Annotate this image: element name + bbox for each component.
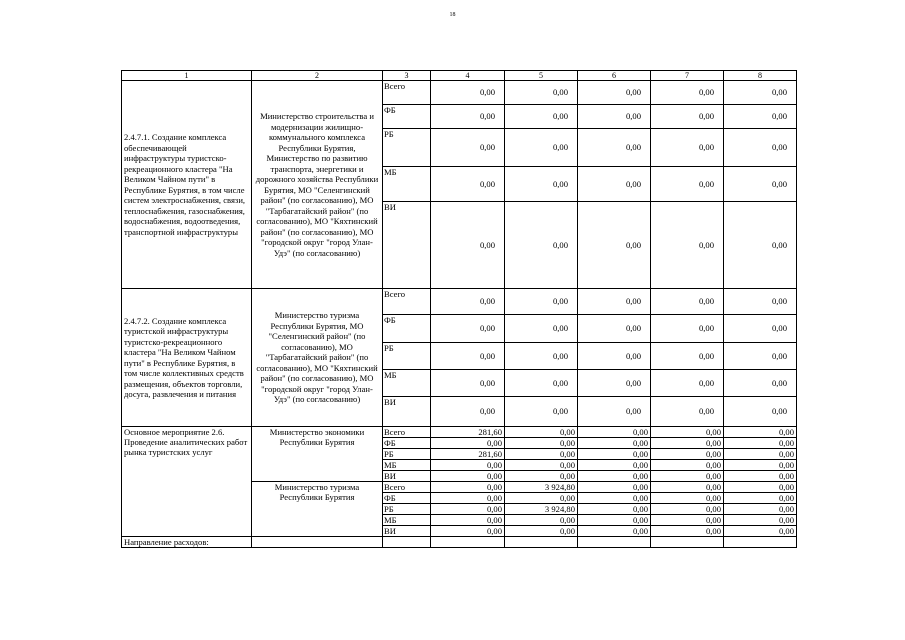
column-header: 3 bbox=[383, 71, 431, 81]
value-cell: 0,00 bbox=[651, 493, 724, 504]
value-cell: 0,00 bbox=[431, 482, 505, 493]
value-cell: 0,00 bbox=[651, 482, 724, 493]
value-cell: 3 924,80 bbox=[505, 504, 578, 515]
funding-source: РБ bbox=[383, 129, 431, 167]
value-cell: 0,00 bbox=[578, 167, 651, 202]
column-header: 1 bbox=[122, 71, 252, 81]
value-cell: 0,00 bbox=[724, 81, 797, 105]
value-cell: 0,00 bbox=[431, 129, 505, 167]
value-cell: 0,00 bbox=[505, 105, 578, 129]
value-cell: 0,00 bbox=[724, 289, 797, 315]
value-cell: 0,00 bbox=[651, 471, 724, 482]
value-cell: 0,00 bbox=[431, 493, 505, 504]
value-cell: 0,00 bbox=[431, 370, 505, 397]
value-cell: 0,00 bbox=[578, 105, 651, 129]
value-cell: 0,00 bbox=[651, 315, 724, 343]
column-header: 4 bbox=[431, 71, 505, 81]
value-cell: 0,00 bbox=[651, 289, 724, 315]
value-cell: 0,00 bbox=[578, 202, 651, 289]
column-header: 7 bbox=[651, 71, 724, 81]
value-cell: 0,00 bbox=[578, 129, 651, 167]
funding-source: МБ bbox=[383, 515, 431, 526]
value-cell: 0,00 bbox=[505, 289, 578, 315]
empty-cell bbox=[651, 537, 724, 548]
value-cell: 3 924,80 bbox=[505, 482, 578, 493]
value-cell: 0,00 bbox=[724, 343, 797, 370]
value-cell: 0,00 bbox=[578, 289, 651, 315]
table-row bbox=[122, 289, 797, 315]
empty-cell bbox=[383, 537, 431, 548]
value-cell: 0,00 bbox=[505, 460, 578, 471]
value-cell: 0,00 bbox=[431, 471, 505, 482]
value-cell: 0,00 bbox=[724, 167, 797, 202]
value-cell: 0,00 bbox=[651, 460, 724, 471]
value-cell: 0,00 bbox=[578, 397, 651, 427]
value-cell: 0,00 bbox=[505, 471, 578, 482]
value-cell: 0,00 bbox=[724, 129, 797, 167]
column-header: 2 bbox=[252, 71, 383, 81]
value-cell: 0,00 bbox=[724, 397, 797, 427]
value-cell: 0,00 bbox=[651, 129, 724, 167]
funding-source: МБ bbox=[383, 460, 431, 471]
value-cell: 0,00 bbox=[724, 526, 797, 537]
value-cell: 0,00 bbox=[651, 202, 724, 289]
table-row bbox=[122, 427, 797, 438]
value-cell: 0,00 bbox=[578, 449, 651, 460]
value-cell: 0,00 bbox=[651, 504, 724, 515]
value-cell: 0,00 bbox=[578, 438, 651, 449]
value-cell: 281,60 bbox=[431, 427, 505, 438]
empty-cell bbox=[578, 537, 651, 548]
value-cell: 0,00 bbox=[505, 370, 578, 397]
value-cell: 0,00 bbox=[505, 81, 578, 105]
value-cell: 0,00 bbox=[505, 397, 578, 427]
value-cell: 0,00 bbox=[578, 427, 651, 438]
value-cell: 0,00 bbox=[578, 471, 651, 482]
value-cell: 0,00 bbox=[578, 370, 651, 397]
header-row bbox=[122, 71, 797, 81]
executor-name: Министерство строительства и модернизации жилищно-коммунального комплекса Республики Бурятия, Министерство по развитию транспорта, энергетики и дорожного хозяйства Республики Бурятия, МО "Селенгинский район" (по согласованию), МО "Тарбагатайский район" (по согласованию), МО "Кяхтинский район" (по согласованию), МО "городской округ "город Улан-Удэ" (по согласованию) bbox=[252, 81, 383, 289]
page-number: 18 bbox=[449, 12, 456, 18]
value-cell: 0,00 bbox=[651, 167, 724, 202]
value-cell: 0,00 bbox=[724, 449, 797, 460]
value-cell: 0,00 bbox=[578, 482, 651, 493]
value-cell: 0,00 bbox=[724, 105, 797, 129]
value-cell: 0,00 bbox=[578, 81, 651, 105]
value-cell: 0,00 bbox=[724, 504, 797, 515]
value-cell: 0,00 bbox=[724, 202, 797, 289]
value-cell: 0,00 bbox=[505, 438, 578, 449]
funding-source: РБ bbox=[383, 504, 431, 515]
funding-source: ФБ bbox=[383, 493, 431, 504]
measure-name: 2.4.7.1. Создание комплекса обеспечивающей инфраструктуры туристско-рекреационного кластера "На Великом Чайном пути" в Республике Бурятия, в том числе систем электроснабжения, связи, теплоснабжения, газоснабжения, водоснабжения, водоотведения, транспортной инфраструктуры bbox=[122, 81, 252, 289]
value-cell: 0,00 bbox=[505, 515, 578, 526]
funding-source: Всего bbox=[383, 427, 431, 438]
column-header: 5 bbox=[505, 71, 578, 81]
empty-cell bbox=[252, 537, 383, 548]
value-cell: 0,00 bbox=[505, 427, 578, 438]
value-cell: 0,00 bbox=[651, 105, 724, 129]
value-cell: 0,00 bbox=[651, 449, 724, 460]
table-row bbox=[122, 537, 797, 548]
value-cell: 0,00 bbox=[431, 460, 505, 471]
column-header: 6 bbox=[578, 71, 651, 81]
value-cell: 0,00 bbox=[431, 289, 505, 315]
value-cell: 0,00 bbox=[431, 397, 505, 427]
empty-cell bbox=[505, 537, 578, 548]
value-cell: 0,00 bbox=[651, 370, 724, 397]
table-row bbox=[122, 81, 797, 105]
value-cell: 0,00 bbox=[724, 493, 797, 504]
value-cell: 0,00 bbox=[431, 438, 505, 449]
empty-cell bbox=[724, 537, 797, 548]
expense-direction-label: Направление расходов: bbox=[122, 537, 252, 548]
value-cell: 0,00 bbox=[505, 449, 578, 460]
value-cell: 0,00 bbox=[431, 105, 505, 129]
funding-source: РБ bbox=[383, 343, 431, 370]
value-cell: 0,00 bbox=[578, 493, 651, 504]
funding-source: Всего bbox=[383, 81, 431, 105]
value-cell: 0,00 bbox=[431, 315, 505, 343]
value-cell: 0,00 bbox=[431, 526, 505, 537]
value-cell: 0,00 bbox=[505, 493, 578, 504]
value-cell: 0,00 bbox=[724, 471, 797, 482]
financing-table bbox=[121, 70, 797, 548]
value-cell: 0,00 bbox=[724, 460, 797, 471]
funding-source: ВИ bbox=[383, 471, 431, 482]
value-cell: 0,00 bbox=[578, 315, 651, 343]
value-cell: 0,00 bbox=[651, 438, 724, 449]
value-cell: 0,00 bbox=[431, 515, 505, 526]
value-cell: 0,00 bbox=[651, 81, 724, 105]
value-cell: 0,00 bbox=[578, 504, 651, 515]
value-cell: 0,00 bbox=[431, 504, 505, 515]
value-cell: 0,00 bbox=[505, 315, 578, 343]
funding-source: ФБ bbox=[383, 438, 431, 449]
value-cell: 0,00 bbox=[505, 202, 578, 289]
value-cell: 0,00 bbox=[651, 343, 724, 370]
executor-name: Министерство туризма Республики Бурятия bbox=[252, 482, 383, 537]
funding-source: РБ bbox=[383, 449, 431, 460]
value-cell: 0,00 bbox=[724, 482, 797, 493]
measure-name: 2.4.7.2. Создание комплекса туристской инфраструктуры туристско-рекреационного кластера "На Великом Чайном пути" в Республике Бурятия, в том числе коллективных средств размещения, объектов торговли, досуга, развлечения и питания bbox=[122, 289, 252, 427]
value-cell: 0,00 bbox=[651, 397, 724, 427]
funding-source: Всего bbox=[383, 289, 431, 315]
value-cell: 0,00 bbox=[724, 315, 797, 343]
value-cell: 0,00 bbox=[505, 167, 578, 202]
value-cell: 0,00 bbox=[431, 202, 505, 289]
value-cell: 0,00 bbox=[578, 515, 651, 526]
funding-source: Всего bbox=[383, 482, 431, 493]
value-cell: 0,00 bbox=[651, 427, 724, 438]
value-cell: 0,00 bbox=[505, 343, 578, 370]
value-cell: 0,00 bbox=[431, 343, 505, 370]
value-cell: 0,00 bbox=[505, 129, 578, 167]
column-header: 8 bbox=[724, 71, 797, 81]
funding-source: ВИ bbox=[383, 202, 431, 289]
value-cell: 0,00 bbox=[431, 167, 505, 202]
measure-name: Основное мероприятие 2.6. Проведение аналитических работ рынка туристских услуг bbox=[122, 427, 252, 537]
value-cell: 0,00 bbox=[505, 526, 578, 537]
value-cell: 0,00 bbox=[431, 81, 505, 105]
empty-cell bbox=[431, 537, 505, 548]
executor-name: Министерство туризма Республики Бурятия, МО "Селенгинский район" (по согласованию), МО "Тарбагатайский район" (по согласованию), МО "Кяхтинский район" (по согласованию), МО "городской округ "город Улан-Удэ" (по согласованию) bbox=[252, 289, 383, 427]
funding-source: ВИ bbox=[383, 397, 431, 427]
value-cell: 0,00 bbox=[724, 515, 797, 526]
value-cell: 0,00 bbox=[651, 515, 724, 526]
value-cell: 281,60 bbox=[431, 449, 505, 460]
value-cell: 0,00 bbox=[724, 427, 797, 438]
funding-source: МБ bbox=[383, 167, 431, 202]
value-cell: 0,00 bbox=[578, 460, 651, 471]
value-cell: 0,00 bbox=[724, 370, 797, 397]
funding-source: ВИ bbox=[383, 526, 431, 537]
value-cell: 0,00 bbox=[651, 526, 724, 537]
value-cell: 0,00 bbox=[578, 343, 651, 370]
funding-source: МБ bbox=[383, 370, 431, 397]
funding-source: ФБ bbox=[383, 105, 431, 129]
value-cell: 0,00 bbox=[578, 526, 651, 537]
value-cell: 0,00 bbox=[724, 438, 797, 449]
funding-source: ФБ bbox=[383, 315, 431, 343]
executor-name: Министерство экономики Республики Бурятия bbox=[252, 427, 383, 482]
